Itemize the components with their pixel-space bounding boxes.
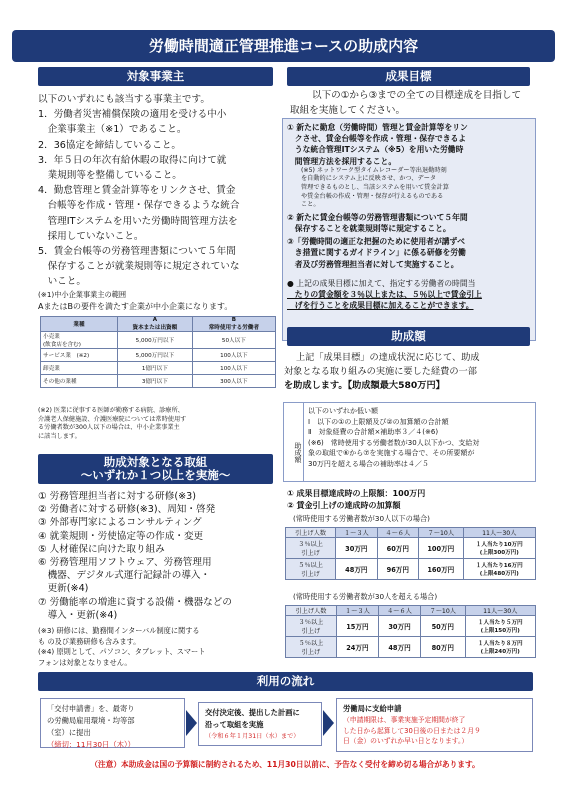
table-cell: 15万円 [336, 616, 378, 637]
company-size-table [40, 316, 276, 388]
table-header-cell: ４～６人 [378, 606, 420, 616]
table-cell: 30万円 [378, 616, 420, 637]
table-header-cell: 引上げ人数 [286, 528, 336, 538]
table-cell: 5,000万円以下 [117, 349, 192, 362]
effort-item: 機器、デジタル式運行記録計の導入・ [38, 570, 211, 582]
table-row [41, 332, 276, 349]
table-cell: 48万円 [336, 559, 377, 580]
goal-2-line: ② 新たに賃金台帳等の労務管理書類について５年間 [287, 212, 468, 222]
table-cell: 5,000万円以下 [117, 332, 192, 349]
target-section [38, 92, 278, 290]
effort-note-line: (※4) 原則として、パソコン、タブレット、スマート [38, 647, 206, 656]
efforts-header-line2: ～いずれか１つ以上を実施～ [80, 468, 231, 482]
amount-line: Ⅱ 対象経費の合計額×補助率３／４(※6) [308, 428, 439, 436]
raise-table-over-30 [285, 605, 536, 658]
target-item: 保存することが就業規則等に規定されていな [38, 261, 240, 273]
goals-header: 成果目標 [287, 67, 530, 86]
table-header-cell: ４～６人 [377, 528, 418, 538]
note2-line: に該当します。 [38, 432, 81, 440]
flow-arrow-1 [186, 710, 197, 736]
goal-extra-line: ● 上記の成果目標に加えて、指定する労働者の時間当 [287, 278, 476, 288]
amount-intro-line: 対象となる取り組みの実施に要した経費の一部 [284, 366, 477, 377]
flow-step-3-line: した日から起算して30日後の日または２月９ [343, 726, 481, 735]
effort-note-line: フォンは対象となりません。 [38, 657, 132, 667]
table-header-cell: ７～10人 [421, 606, 465, 616]
flow-step-2-line: 沿って取組を実施 [205, 720, 264, 729]
target-item: 採用していないこと。 [38, 230, 144, 242]
note2-line: る労働者数が300人以下の場合は、中小企業事業主 [38, 424, 180, 432]
goal-2 [287, 212, 531, 234]
table-row [41, 375, 276, 388]
goals-intro [290, 88, 538, 118]
flow-step-1 [40, 698, 185, 748]
table-header-cell: B 常時使用する労働者 [192, 317, 275, 332]
flow-step-1-line: （室）に提出 [47, 728, 91, 737]
amount-lines [304, 403, 483, 481]
note2-line: 介護老人保健施設、介護医療院については常時使用す [38, 415, 187, 423]
flow-step-2-text [205, 707, 315, 731]
amount-line: 30万円を超える場合の補助率は４／５ [308, 459, 429, 468]
table-cell: 100人以下 [192, 362, 275, 375]
amount-line: 象の取組で⑥から⑦を実施する場合で、その所要額が [308, 449, 475, 457]
goal-1-note-line: や賃金台帳の作成・管理・保存が行えるものである [301, 192, 444, 200]
effort-item: ⑤ 人材確保に向けた取り組み [38, 543, 165, 555]
cond-1: (常時使用する労働者数が30人以下の場合) [293, 514, 430, 523]
target-item: 管理ITシステムを用いた労働時間管理方法を [38, 215, 238, 227]
table-cell: ５％以上 引上げ [286, 559, 336, 580]
target-item: 5．賃金台帳等の労務管理書類について５年間 [38, 246, 236, 258]
flow-step-2-deadline: （令和６年１月31日（水）まで） [205, 733, 300, 740]
table-row [286, 538, 536, 559]
effort-note-line: (※3) 研修には、勤務間インターバル制度に関する [38, 626, 200, 635]
table-cell: 100人以下 [192, 349, 275, 362]
flow-step-3-text [343, 715, 526, 747]
note1 [38, 290, 278, 314]
amount-intro-line: 上記「成果目標」の達成状況に応じて、助成 [296, 352, 480, 363]
goal-1-line: 間管理方法を採用すること。 [287, 156, 397, 166]
goal-3-line: ③「労働時間の適正な把握のために使用者が講ずべ [287, 237, 465, 247]
table-cell: 100万円 [419, 538, 464, 559]
target-item: 3．年５日の年次有給休暇の取得に向けて就 [38, 154, 227, 166]
effort-item: 更新(※4) [38, 583, 89, 595]
table-header-cell: １～３人 [336, 528, 377, 538]
table-cell: 50人以下 [192, 332, 275, 349]
table-cell: ５％以上 引上げ [286, 637, 337, 658]
target-item: いこと。 [38, 276, 86, 288]
target-item: 4．勤怠管理と賃金計算等をリンクさせ、賃金 [38, 185, 236, 197]
goal-1-note-line: (※5) ネットワーク型タイムレコーダー等出退勤時刻 [301, 166, 447, 174]
table-cell: 96万円 [377, 559, 418, 580]
goal-1 [287, 122, 531, 167]
target-item: 台帳等を作成・管理・保存できるような統合 [38, 200, 240, 212]
note1-title: (※1)中小企業事業主の範囲 [38, 290, 127, 299]
amount-header: 助成額 [287, 327, 530, 346]
cond-2: (常時使用する労働者数が30人を超える場合) [293, 592, 438, 601]
goal-extra-line: げを行うことを成果目標に加えることができます。 [287, 301, 474, 311]
note2-line: (※2) 医業に従事する医師が勤務する病院、診療所、 [38, 407, 184, 414]
table-header-cell: １～３人 [336, 606, 378, 616]
table-cell: １人当たり５万円 (上限150万円) [465, 616, 535, 637]
table-row [41, 349, 276, 362]
table-header-cell: 11人～30人 [463, 528, 535, 538]
note1-body: AまたはBの要件を満たす企業が中小企業になります。 [38, 302, 233, 311]
effort-item: ① 労務管理担当者に対する研修(※3) [38, 491, 196, 502]
table-row [286, 559, 536, 580]
amount-side-label: 助成額 [284, 403, 304, 481]
table-cell: １人当たり16万円 (上限480万円) [463, 559, 535, 580]
amount-line: Ⅰ 以下の①の上限額及び②の加算額の合計額 [308, 417, 449, 426]
table-row [41, 362, 276, 375]
table-cell: その他の業種 [41, 375, 118, 388]
goal-extra-line: たりの賃金額を３％以上または、５％以上で賃金引上 [287, 290, 482, 299]
flow-step-1-line: の労働局雇用環境・均等部 [47, 716, 135, 725]
goals-intro-1: 以下の①から③までの全ての目標達成を目指して [312, 90, 522, 101]
table-cell: 48万円 [378, 637, 420, 658]
table-cell: 50万円 [421, 616, 465, 637]
amount-box [283, 402, 536, 482]
amount-line: (※6) 常時使用する労働者数が30人以下かつ、支給対 [308, 438, 480, 447]
flow-step-2 [198, 702, 322, 746]
goal-extra [287, 278, 531, 312]
goal-1-line: うな統合管理ITシステム（※5）を用いた労働時 [287, 145, 464, 155]
page-title: 労働時間適正管理推進コースの助成内容 [12, 30, 555, 62]
effort-item: ③ 外部専門家によるコンサルティング [38, 517, 202, 529]
effort-item: ④ 就業規則・労使協定等の作成・変更 [38, 530, 204, 542]
target-list [38, 107, 278, 289]
flow-arrow-2 [323, 710, 334, 736]
table-cell: ３％以上 引上げ [286, 616, 337, 637]
efforts-header-line1: 助成対象となる取組 [103, 455, 208, 469]
amount-intro [284, 351, 536, 393]
efforts-header [38, 454, 273, 484]
table-cell: 30万円 [336, 538, 377, 559]
goal-1-note-line: を自動的にシステム上に反映させ、かつ、データ [301, 175, 437, 183]
table-cell: 24万円 [336, 637, 378, 658]
table-cell: 160万円 [419, 559, 464, 580]
footer-note: （注意）本助成金は国の予算額に制約されるため、11月30日以前に、予告なく受付を締め切る場合があります。 [90, 760, 480, 769]
effort-item: ② 労働者に対する研修(※3)、周知・啓発 [38, 504, 216, 516]
table-header-cell: 業種 [41, 317, 118, 332]
flow-header: 利用の流れ [38, 672, 533, 691]
limit-1: ① 成果目標達成時の上限額：100万円 [287, 489, 426, 498]
target-item: 1．労働者災害補償保険の適用を受ける中小 [38, 109, 227, 121]
goal-3-line: き措置に関するガイドライン」に係る研修を労働 [287, 248, 466, 258]
note2 [38, 407, 278, 441]
flow-step-1-deadline: （締切：11月30日（木）） [47, 740, 135, 749]
goals-intro-2: 取組を実施してください。 [290, 105, 406, 117]
table-cell: １人当たり10万円 (上限300万円) [463, 538, 535, 559]
flow-step-1-text [47, 703, 178, 739]
amount-line: 以下のいずれか低い額 [308, 407, 378, 415]
target-header: 対象事業主 [38, 67, 273, 86]
goal-3 [287, 236, 531, 270]
goal-1-note-line: 管理できるものとし、当該システムを用いて賃金計算 [301, 184, 449, 191]
table-cell: 卸売業 [41, 362, 118, 375]
efforts-list [38, 490, 283, 622]
table-cell: 小売業 (飲食店を含む) [41, 332, 118, 349]
effort-note-line: も の及び業務研修も含みます。 [38, 636, 141, 646]
goal-1-line: ① 新たに勤怠（労働時間）管理と賃金計算等をリン [287, 123, 468, 132]
goal-1-line: クさせ、賃金台帳等を作成・管理・保存できるよ [287, 134, 467, 144]
effort-item: ⑦ 労働能率の増進に資する設備・機器などの [38, 596, 232, 608]
efforts-notes [38, 626, 278, 668]
flow-step-3-line: 日（金）のいずれか早い日となります。） [343, 737, 469, 745]
table-cell: 1億円以下 [117, 362, 192, 375]
effort-item: ⑥ 労務管理用ソフトウェア、労務管理用 [38, 557, 212, 569]
target-item: 企業事業主（※1）であること。 [38, 124, 187, 136]
goal-1-note-line: こと。 [301, 201, 320, 209]
table-header-cell: 11人～30人 [465, 606, 535, 616]
target-intro: 以下のいずれにも該当する事業主です。 [38, 94, 210, 105]
goal-2-line: 保存することを就業規則等に規定すること。 [287, 223, 451, 233]
table-header-cell: 引上げ人数 [286, 606, 337, 616]
table-row [286, 616, 536, 637]
table-cell: １人当たり８万円 (上限240万円) [465, 637, 535, 658]
flow-step-3-line: （申請期限は、事業実施予定期間が終了 [343, 716, 466, 724]
goal-3-line: 者及び労務管理担当者に対して実施すること。 [287, 259, 459, 269]
table-cell: 300人以下 [192, 375, 275, 388]
table-cell: 80万円 [421, 637, 465, 658]
amount-intro-line: を助成します。【助成額最大580万円】 [284, 380, 445, 391]
table-cell: ３％以上 引上げ [286, 538, 336, 559]
limit-2: ② 賃金引上げの達成時の加算額 [287, 501, 401, 510]
table-header-cell: ７～10人 [419, 528, 464, 538]
flow-step-1-line: 「交付申請書」を、最寄り [47, 704, 135, 713]
target-item: 業規則等を整備していること。 [38, 170, 182, 182]
target-item: 2．36協定を締結していること。 [38, 139, 182, 151]
table-cell: 60万円 [377, 538, 418, 559]
table-header-cell: A 資本または出資額 [117, 317, 192, 332]
goal-1-note [287, 167, 531, 210]
table-row [286, 637, 536, 658]
flow-step-2-line: 交付決定後、提出した計画に [205, 708, 300, 717]
flow-step-3 [336, 698, 533, 752]
flow-step-3-title: 労働局に支給申請 [343, 704, 402, 713]
goals-box [282, 118, 536, 341]
table-cell: サービス業 (※2) [41, 349, 118, 362]
raise-table-30-or-less [285, 527, 536, 580]
table-cell: 3億円以下 [117, 375, 192, 388]
effort-item: 導入・更新(※4) [38, 609, 118, 621]
